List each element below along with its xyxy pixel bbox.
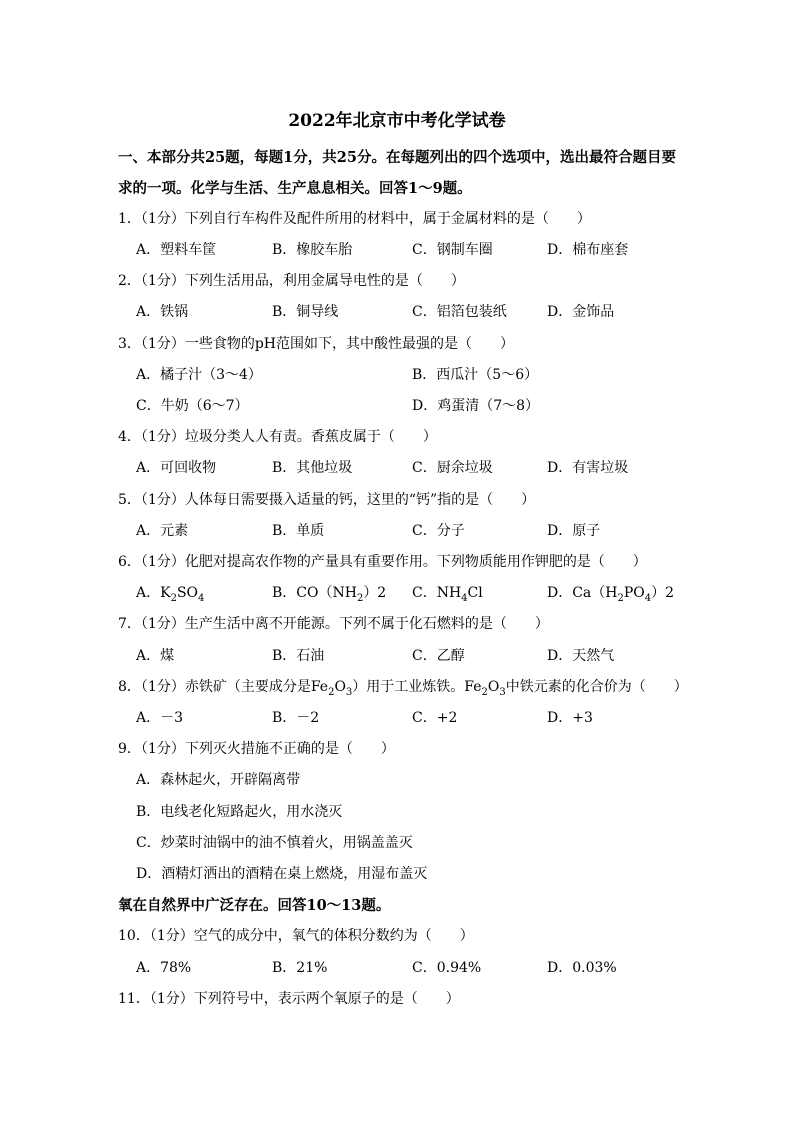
formula-text: D．Ca（H: [547, 585, 618, 601]
question-5: [0, 489, 794, 513]
question-1: [0, 208, 794, 232]
option-c: C．乙醇: [412, 648, 465, 664]
question-4-options: [0, 457, 794, 481]
question-10: [0, 925, 794, 949]
option-b: B．单质: [272, 523, 325, 539]
question-2-options: [0, 301, 794, 325]
subscript: 2: [328, 686, 335, 698]
option-a: A．橘子汁（3～4）: [136, 367, 262, 383]
option-a: A．元素: [136, 523, 189, 539]
question-3-options-row1: [0, 364, 794, 388]
option-d: D．金饰品: [547, 304, 615, 320]
question-9-option-a: [0, 769, 794, 793]
option-d: D．棉布座套: [547, 242, 629, 258]
subscript: 4: [461, 592, 468, 604]
option-a: [136, 582, 204, 604]
subscript: 4: [198, 592, 205, 604]
section-heading: [0, 146, 794, 170]
question-9-option-c: [0, 832, 794, 856]
option-b: B．－2: [272, 710, 320, 726]
formula-text: ）2: [363, 585, 387, 601]
question-stem: [118, 676, 688, 698]
question-9-option-d: [0, 863, 794, 887]
question-stem: 4．（1分）垃圾分类人人有责。香蕉皮属于（ ）: [118, 429, 437, 445]
formula-text: SO: [176, 585, 199, 601]
subscript: 2: [617, 592, 624, 604]
option-b: B．电线老化短路起火，用水浇灭: [136, 804, 343, 820]
option-a: A．塑料车筐: [136, 242, 217, 258]
question-stem: 1．（1分）下列自行车构件及配件所用的材料中，属于金属材料的是（ ）: [118, 211, 591, 227]
option-c: C．0.94%: [412, 960, 482, 976]
option-d: D．酒精灯洒出的酒精在桌上燃烧，用湿布盖灭: [136, 866, 428, 882]
question-stem: 11．（1分）下列符号中，表示两个氧原子的是（ ）: [118, 991, 460, 1007]
formula-text: Cl: [467, 585, 483, 601]
option-c: C．分子: [412, 523, 465, 539]
question-6-options: [0, 582, 794, 606]
option-a: A．森林起火，开辟隔离带: [136, 772, 301, 788]
option-b: B．橡胶车胎: [272, 242, 353, 258]
formula-text: ）2: [651, 585, 675, 601]
question-stem: 7．（1分）生产生活中离不开能源。下列不属于化石燃料的是（ ）: [118, 616, 549, 632]
option-a: A．可回收物: [136, 460, 217, 476]
option-c: C．铝箔包装纸: [412, 304, 507, 320]
formula-text: C．NH: [412, 585, 462, 601]
question-stem: 9．（1分）下列灭火措施不正确的是（ ）: [118, 741, 395, 757]
option-b: B．西瓜汁（5～6）: [412, 367, 539, 383]
question-stem: 2．（1分）下列生活用品，利用金属导电性的是（ ）: [118, 273, 465, 289]
option-d: D．原子: [547, 523, 601, 539]
option-a: A．78%: [136, 960, 192, 976]
question-9: [0, 738, 794, 762]
question-11: [0, 988, 794, 1012]
option-b: [272, 582, 386, 604]
stem-text: O: [487, 679, 500, 695]
question-6: [0, 551, 794, 575]
option-d: D．0.03%: [547, 960, 617, 976]
section-heading: [0, 177, 794, 201]
formula-text: B．CO（NH: [272, 585, 357, 601]
subscript: 2: [170, 592, 177, 604]
section-heading-line2: 求的一项。化学与生活、生产息息相关。回答1～9题。: [118, 180, 472, 197]
stem-text: ）用于工业炼铁。Fe: [352, 679, 482, 695]
option-b: B．21%: [272, 960, 328, 976]
stem-text: O: [334, 679, 346, 695]
section-heading-2: 氧在自然界中广泛存在。回答10～13题。: [118, 897, 391, 914]
question-4: [0, 426, 794, 450]
question-2: [0, 270, 794, 294]
subscript: 3: [499, 686, 506, 698]
question-9-option-b: [0, 801, 794, 825]
question-stem: 5．（1分）人体每日需要摄入适量的钙，这里的“钙”指的是（ ）: [118, 492, 536, 508]
question-3-options-row2: [0, 395, 794, 419]
option-c: [412, 582, 483, 604]
question-7: [0, 613, 794, 637]
section-heading: [0, 894, 794, 918]
question-stem: 10．（1分）空气的成分中，氧气的体积分数约为（ ）: [118, 928, 474, 944]
question-stem: 6．（1分）化肥对提高农作物的产量具有重要作用。下列物质能用作钾肥的是（ ）: [118, 554, 647, 570]
subscript: 4: [644, 592, 652, 604]
option-a: A．－3: [136, 710, 184, 726]
option-c: C．厨余垃圾: [412, 460, 493, 476]
option-a: A．煤: [136, 648, 175, 664]
page-title: 2022年北京市中考化学试卷: [288, 111, 506, 131]
option-c: C．炒菜时油锅中的油不慎着火，用锅盖盖灭: [136, 835, 413, 851]
stem-text: 8．（1分）赤铁矿（主要成分是Fe: [118, 679, 329, 695]
question-7-options: [0, 645, 794, 669]
option-b: B．铜导线: [272, 304, 339, 320]
question-5-options: [0, 520, 794, 544]
option-c: C．牛奶（6～7）: [136, 398, 249, 414]
question-1-options: [0, 239, 794, 263]
option-a: A．铁锅: [136, 304, 189, 320]
question-3: [0, 333, 794, 357]
question-10-options: [0, 957, 794, 981]
option-d: D．天然气: [547, 648, 615, 664]
option-b: B．其他垃圾: [272, 460, 353, 476]
question-8: [0, 676, 794, 700]
subscript: 3: [345, 686, 353, 698]
question-stem: 3．（1分）一些食物的pH范围如下，其中酸性最强的是（ ）: [118, 336, 514, 352]
subscript: 2: [481, 686, 488, 698]
section-heading-line1: 一、本部分共25题，每题1分，共25分。在每题列出的四个选项中，选出最符合题目要: [118, 149, 676, 166]
option-d: D．鸡蛋清（7～8）: [412, 398, 540, 414]
option-d: D．有害垃圾: [547, 460, 629, 476]
option-c: C．+2: [412, 710, 458, 726]
formula-text: A．K: [136, 585, 171, 601]
option-d: D．+3: [547, 710, 593, 726]
option-b: B．石油: [272, 648, 325, 664]
formula-text: PO: [623, 585, 645, 601]
option-d: [547, 582, 674, 604]
question-8-options: [0, 707, 794, 731]
stem-text: 中铁元素的化合价为（ ）: [505, 679, 688, 695]
option-c: C．钢制车圈: [412, 242, 493, 258]
subscript: 2: [356, 592, 364, 604]
